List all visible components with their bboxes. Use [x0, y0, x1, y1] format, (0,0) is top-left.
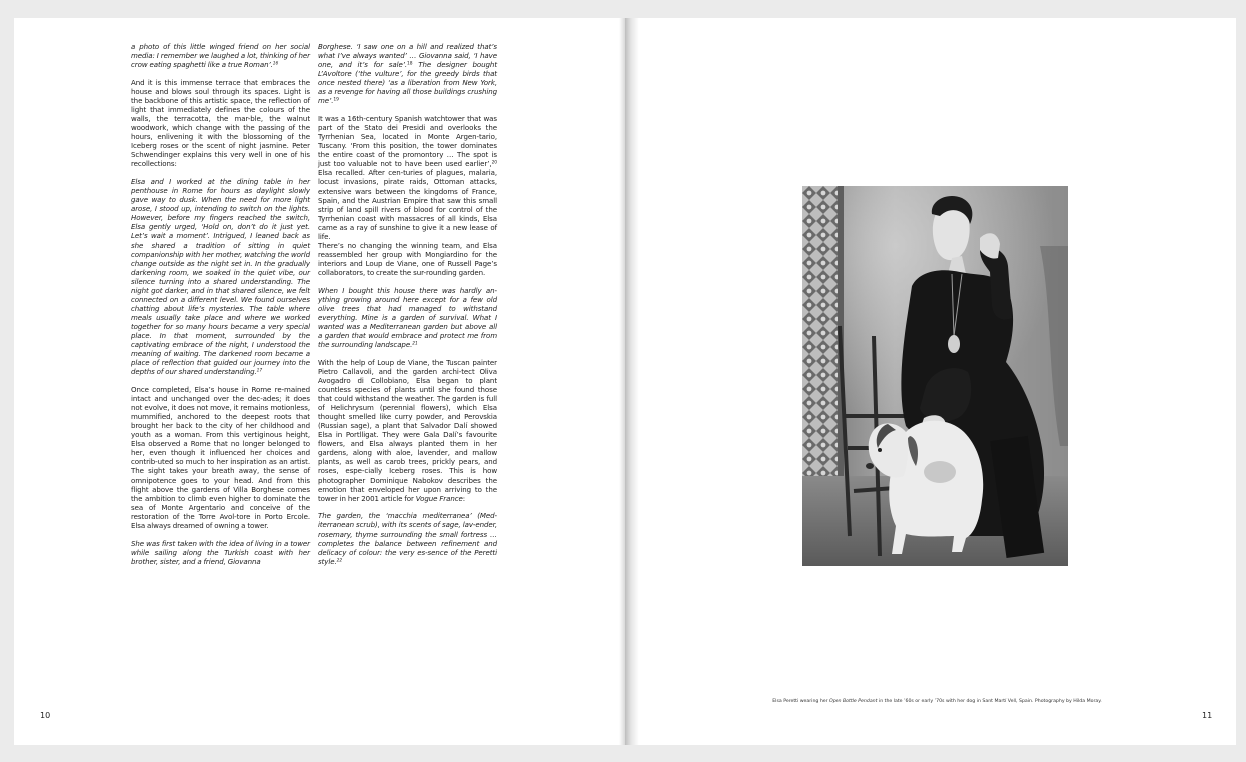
right-page — [625, 18, 1236, 745]
photo-illustration — [802, 186, 1068, 566]
paragraph: She was first taken with the idea of living in a tower while sailing along the Turkish coast with her brother, sister, and a friend, Giovanna — [131, 538, 310, 566]
left-page — [14, 18, 625, 745]
portrait-photo — [802, 186, 1068, 566]
text-column-2 — [318, 42, 497, 575]
page-number-right: 11 — [1202, 711, 1213, 720]
block-quote: When I bought this house there was hardly an-ything growing around here except for a few old olive trees that had managed to withstand everything. Mine is a garden of survival. What I wanted was a Mediterranean garden but above all a garden that would embrace and protect me from the surrounding landscape.$^{21}$ — [318, 285, 497, 350]
paragraph: a photo of this little winged friend on her social media: I remember we laughed a lot, thinking of her crow eating spaghetti like a true Roman’.$^{16}$ — [131, 42, 310, 70]
paragraph: Borghese. ‘I saw one on a hill and realized that’s what I’ve always wanted’ … Giovanna said, ‘I have one, and it’s for sale’.$^{18}$ The designer bought L’Avoltore (‘the vulture’, for the greedy birds that once nested there) ‘as a liberation from New York, as a revenge for having all those buildings crushing me’.$^{19}$ — [318, 42, 497, 106]
photo-caption: Elsa Peretti wearing her Open Bottle Pendant in the late ’60s or early ’70s with her dog in Sant Martí Vell, Spain. Photography by Hilda Moray. — [772, 699, 1102, 704]
block-quote: The garden, the ‘macchia mediterranea’ (Med-iterranean scrub), with its scents of sage, lav-ender, rosemary, thyme surrounding the small fortress … completes the balance between refinement and delicacy of colour: the very es-sence of the Peretti style.$^{22}$ — [318, 511, 497, 566]
page-number-left: 10 — [40, 711, 51, 720]
paragraph: There’s no changing the winning team, and Elsa reassembled her group with Mongiardino for the interiors and Loup de Viane, one of Russell Page’s collaborators, to create the sur-rounding garden. — [318, 240, 497, 277]
paragraph: With the help of Loup de Viane, the Tuscan painter Pietro Callavoli, and the garden archi-tect Oliva Avogadro di Collobiano, Elsa began to plant countless species of plants until she found those that could withstand the weather. The garden is full of Helichrysum (perennial flowers), which Elsa thought smelled like curry powder, and Perovskia (Russian sage), a plant that Salvador Dalí showed Elsa in Portlligat. They were Gala Dalí’s favourite flowers, and Elsa always planted them in her gardens, along with aloe, lavender, and mallow plants, as well as carob trees, prickly pears, and roses, espe-cially Iceberg roses. This is how photographer Dominique Nabokov describes the emotion that enveloped her upon arriving to the tower in her 2001 article for Vogue France: — [318, 357, 497, 503]
gutter-fold-right — [625, 18, 639, 745]
paragraph: Once completed, Elsa’s house in Rome re-mained intact and unchanged over the dec-ades; it does not evolve, it does not move, it remains motionless, mummified, anchored to the deepest roots that brought her back to the city of her childhood and youth as a woman. From this vertiginous height, Elsa observed a Rome that no longer belonged to her, even though it influenced her choices and contrib-uted so much to her inspiration as an artist. The sight takes your breath away, the sense of omnipotence goes to your head. And from this flight above the gardens of Villa Borghese comes the ambition to climb even higher to dominate the sea of Monte Argentario and conceive of the restoration of the Torre Avol-tore in Porto Ercole. Elsa always dreamed of owning a tower. — [131, 385, 310, 530]
paragraph: And it is this immense terrace that embraces the house and blows soul through its spaces. Light is the backbone of this artistic space, the reflection of light that immediately defines the colours of the walls, the terracotta, the mar-ble, the walnut woodwork, which change with the passing of the hours, enlivening it with the blossoming of the Iceberg roses or the scent of night jasmine. Peter Schwendinger explains this very well in one of his recollections: — [131, 77, 310, 169]
block-quote: Elsa and I worked at the dining table in her penthouse in Rome for hours as daylight slowly gave way to dusk. When the need for more light arose, I stood up, intending to switch on the lights. However, before my fingers reached the switch, Elsa gently urged, ‘Hold on, don’t do it just yet. Let’s wait a moment’. Intrigued, I leaned back as she shared a tradition of sitting in quiet companionship with her mother, watching the world change outside as the night set in. In the gradually darkening room, we soaked in the quiet vibe, our silence turning into a shared understanding. The night got darker, and in that shared silence, we felt connected on a different level. We found ourselves chatting about life’s mysteries. The table where meals usually take place and where we worked together for so many hours became a very special place. In that moment, surrounded by the captivating embrace of the night, I understood the meaning of waiting. The darkened room became a place of reflection that guided our journey into the depths of our shared understanding.$^{17}$ — [131, 177, 310, 377]
text-column-1 — [131, 42, 310, 575]
paragraph: It was a 16th-century Spanish watchtower that was part of the Stato dei Presidi and overlooks the Tyrrhenian Sea, located in Monte Argen-tario, Tuscany. ‘From this position, the tower dominates the entire coast of the promontory … The spot is just too valuable not to have been used earlier’,$^{20}$ Elsa recalled. After cen-turies of plagues, malaria, locust invasions, pirate raids, Ottoman attacks, extensive wars between the kingdoms of France, Spain, and the Austrian Empire that saw this small strip of land spill rivers of blood for control of the Tyrrhenian coast with massacres of all kinds, Elsa came as a ray of sunshine to give it a new lease of life. — [318, 114, 497, 241]
